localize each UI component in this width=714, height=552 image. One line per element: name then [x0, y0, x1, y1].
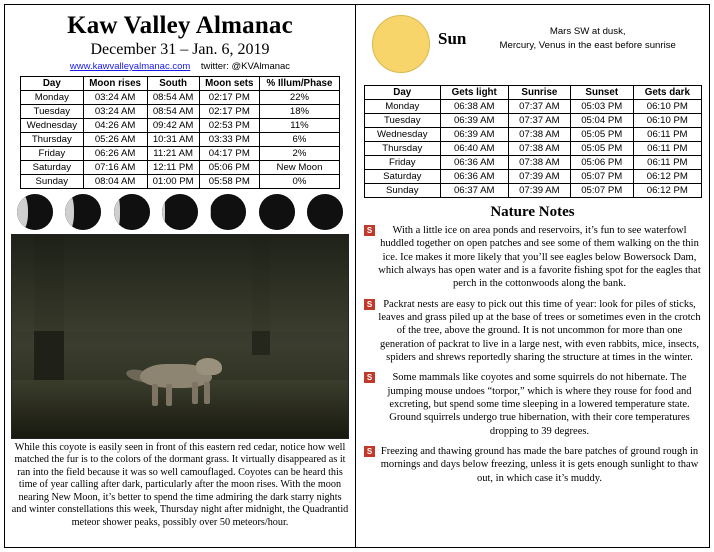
sun-header [364, 11, 701, 83]
table-cell: 05:06 PM [570, 156, 633, 170]
cedar-foliage [12, 235, 348, 331]
moon-table-body [21, 91, 340, 189]
table-cell: Friday [365, 156, 441, 170]
table-row [365, 156, 702, 170]
table-cell: 05:05 PM [570, 142, 633, 156]
nature-note [364, 445, 701, 485]
sun-col-sunset: Sunset [570, 86, 633, 100]
table-cell: 08:04 AM [83, 175, 147, 189]
table-cell: 05:03 PM [570, 100, 633, 114]
left-column [5, 5, 355, 547]
table-cell: 01:00 PM [147, 175, 199, 189]
table-cell: 06:10 PM [633, 100, 701, 114]
table-cell: 05:06 PM [199, 161, 259, 175]
table-cell: 06:11 PM [633, 128, 701, 142]
table-cell: 08:54 AM [147, 91, 199, 105]
moon-table-header-row [21, 77, 340, 91]
table-cell: 06:12 PM [633, 184, 701, 198]
moon-col-moonrises: Moon rises [83, 77, 147, 91]
table-row [21, 105, 340, 119]
table-cell: 06:36 AM [440, 170, 508, 184]
date-range: December 31 – Jan. 6, 2019 [90, 41, 270, 58]
table-cell: Tuesday [365, 114, 441, 128]
note-marker-icon: S [364, 299, 375, 310]
sun-icon [372, 15, 430, 73]
table-row [365, 100, 702, 114]
photo-caption: While this coyote is easily seen in front of this eastern red cedar, notice how well matched the fur is to the colors of the dormant grass. It virtually disappeared as it ran into the field because it was so well camouflaged. Coyotes can be heard this time of year calling after dark, particularly after the moon rises. With the moon nearing New Moon, it’s better to spend the time admiring the dark starry nights and winter constellations this week, Thursday night after midnight, the Quadrantid meteor shower peaks, possibly over 50 meteors/hour. [11, 442, 349, 528]
note-marker-icon: S [364, 225, 375, 236]
table-cell: Monday [21, 91, 84, 105]
note-marker-icon: S [364, 446, 375, 457]
contact-links [11, 61, 349, 72]
table-cell: 06:12 PM [633, 170, 701, 184]
sun-col-getslight: Gets light [440, 86, 508, 100]
table-row [21, 91, 340, 105]
coyote-leg [166, 384, 172, 406]
table-cell: 07:38 AM [508, 142, 570, 156]
table-cell: 03:24 AM [83, 91, 147, 105]
sun-table [364, 85, 702, 198]
coyote-photo [11, 234, 349, 439]
table-cell: 02:53 PM [199, 119, 259, 133]
table-cell: 05:04 PM [570, 114, 633, 128]
table-cell: 05:58 PM [199, 175, 259, 189]
moon-col-illum: % Illum/Phase [259, 77, 339, 91]
table-row [21, 119, 340, 133]
table-cell: Sunday [21, 175, 84, 189]
table-cell: 06:26 AM [83, 147, 147, 161]
planet-note-line-2: Mercury, Venus in the east before sunrise [499, 40, 676, 52]
table-row [21, 175, 340, 189]
table-cell: Thursday [21, 133, 84, 147]
table-cell: Monday [365, 100, 441, 114]
coyote-figure [130, 356, 228, 408]
table-cell: 2% [259, 147, 339, 161]
moon-table [20, 76, 340, 189]
moon-phase-icon [210, 194, 246, 230]
table-cell: 03:24 AM [83, 105, 147, 119]
moon-phase-strip [15, 194, 345, 230]
table-cell: 07:38 AM [508, 128, 570, 142]
moon-phase-icon [259, 194, 295, 230]
planet-note-line-1: Mars SW at dusk, [549, 26, 626, 37]
table-cell: 02:17 PM [199, 105, 259, 119]
moon-phase-icon [162, 194, 198, 230]
sun-table-body [365, 100, 702, 198]
table-row [21, 133, 340, 147]
table-cell: 07:39 AM [508, 184, 570, 198]
table-cell: 6% [259, 133, 339, 147]
page-title: Kaw Valley Almanac [67, 12, 293, 39]
table-cell: New Moon [259, 161, 339, 175]
table-cell: 12:11 PM [147, 161, 199, 175]
sun-heading: Sun [438, 29, 467, 48]
sun-table-header-row [365, 86, 702, 100]
table-cell: Wednesday [365, 128, 441, 142]
table-cell: Saturday [21, 161, 84, 175]
coyote-leg [204, 382, 210, 404]
nature-note [364, 224, 701, 291]
table-cell: 11:21 AM [147, 147, 199, 161]
table-cell: Tuesday [21, 105, 84, 119]
table-cell: 07:16 AM [83, 161, 147, 175]
table-cell: 06:39 AM [440, 128, 508, 142]
note-marker-icon: S [364, 372, 375, 383]
table-cell: 06:11 PM [633, 156, 701, 170]
table-cell: 18% [259, 105, 339, 119]
nature-notes-title: Nature Notes [490, 204, 575, 220]
table-row [365, 114, 702, 128]
table-row [365, 142, 702, 156]
sun-col-sunrise: Sunrise [508, 86, 570, 100]
note-text: Packrat nests are easy to pick out this time of year: look for piles of sticks, leaves and grass piled up at the base of trees or sometimes even in the crotch of the tree, above the ground. It is not uncommon for more than one generation of packrat to live in a large nest, with even rabbits, mice, insects, spiders and shrews reportedly sharing the structure at times in the winter. [378, 298, 701, 363]
table-row [365, 128, 702, 142]
table-cell: 06:36 AM [440, 156, 508, 170]
table-cell: 06:38 AM [440, 100, 508, 114]
moon-col-south: South [147, 77, 199, 91]
website-link[interactable]: www.kawvalleyalmanac.com [69, 61, 191, 72]
table-cell: 08:54 AM [147, 105, 199, 119]
planet-notes [474, 25, 701, 54]
note-text: Some mammals like coyotes and some squirrels do not hibernate. The jumping mouse undoes “torpor,” which is where they rouse for food and excreting, but spend some time sleeping in a lowered temperature state. Ground squirrels undergo true hibernation, with their core temperatures dropping to 39 degrees. [387, 372, 692, 437]
table-cell: 07:39 AM [508, 170, 570, 184]
moon-phase-icon [17, 194, 53, 230]
moon-phase-icon [307, 194, 343, 230]
coyote-leg [192, 382, 198, 404]
nature-note [364, 371, 701, 438]
table-row [365, 184, 702, 198]
table-cell: 05:05 PM [570, 128, 633, 142]
table-cell: 06:11 PM [633, 142, 701, 156]
moon-col-moonsets: Moon sets [199, 77, 259, 91]
table-cell: 06:39 AM [440, 114, 508, 128]
table-row [365, 170, 702, 184]
table-cell: Thursday [365, 142, 441, 156]
table-cell: 11% [259, 119, 339, 133]
table-cell: 07:37 AM [508, 100, 570, 114]
table-row [21, 147, 340, 161]
table-cell: 04:26 AM [83, 119, 147, 133]
table-cell: 10:31 AM [147, 133, 199, 147]
table-cell: 02:17 PM [199, 91, 259, 105]
table-cell: 03:33 PM [199, 133, 259, 147]
table-cell: 06:40 AM [440, 142, 508, 156]
note-text: Freezing and thawing ground has made the bare patches of ground rough in mornings and days below freezing, unless it is gets enough sunlight to thaw out, in which case it’s muddy. [380, 445, 699, 484]
nature-note [364, 298, 701, 365]
table-cell: Friday [21, 147, 84, 161]
table-cell: 06:10 PM [633, 114, 701, 128]
table-cell: Saturday [365, 170, 441, 184]
moon-phase-icon [65, 194, 101, 230]
sun-col-day: Day [365, 86, 441, 100]
table-cell: 0% [259, 175, 339, 189]
moon-col-day: Day [21, 77, 84, 91]
moon-phase-icon [114, 194, 150, 230]
table-cell: 22% [259, 91, 339, 105]
table-cell: Wednesday [21, 119, 84, 133]
table-cell: 05:07 PM [570, 184, 633, 198]
twitter-handle[interactable]: twitter: @KVAlmanac [200, 61, 291, 72]
table-cell: 07:38 AM [508, 156, 570, 170]
table-row [21, 161, 340, 175]
table-cell: 07:37 AM [508, 114, 570, 128]
table-cell: 05:26 AM [83, 133, 147, 147]
right-column [356, 5, 709, 547]
table-cell: 04:17 PM [199, 147, 259, 161]
sun-col-getsdark: Gets dark [633, 86, 701, 100]
table-cell: 09:42 AM [147, 119, 199, 133]
note-text: With a little ice on area ponds and reservoirs, it’s fun to see waterfowl huddled together on open patches and see some of them walking on the thin ice. Ice makes it more likely that you’ll see eagles below Bowersock Dam, which always has open water and is a favorite fishing spot for the eagles that perch in the cottonwoods along the bank. [378, 225, 701, 290]
coyote-head [196, 358, 222, 375]
coyote-leg [152, 384, 158, 406]
table-cell: Sunday [365, 184, 441, 198]
table-cell: 06:37 AM [440, 184, 508, 198]
nature-notes-list [364, 224, 701, 485]
table-cell: 05:07 PM [570, 170, 633, 184]
